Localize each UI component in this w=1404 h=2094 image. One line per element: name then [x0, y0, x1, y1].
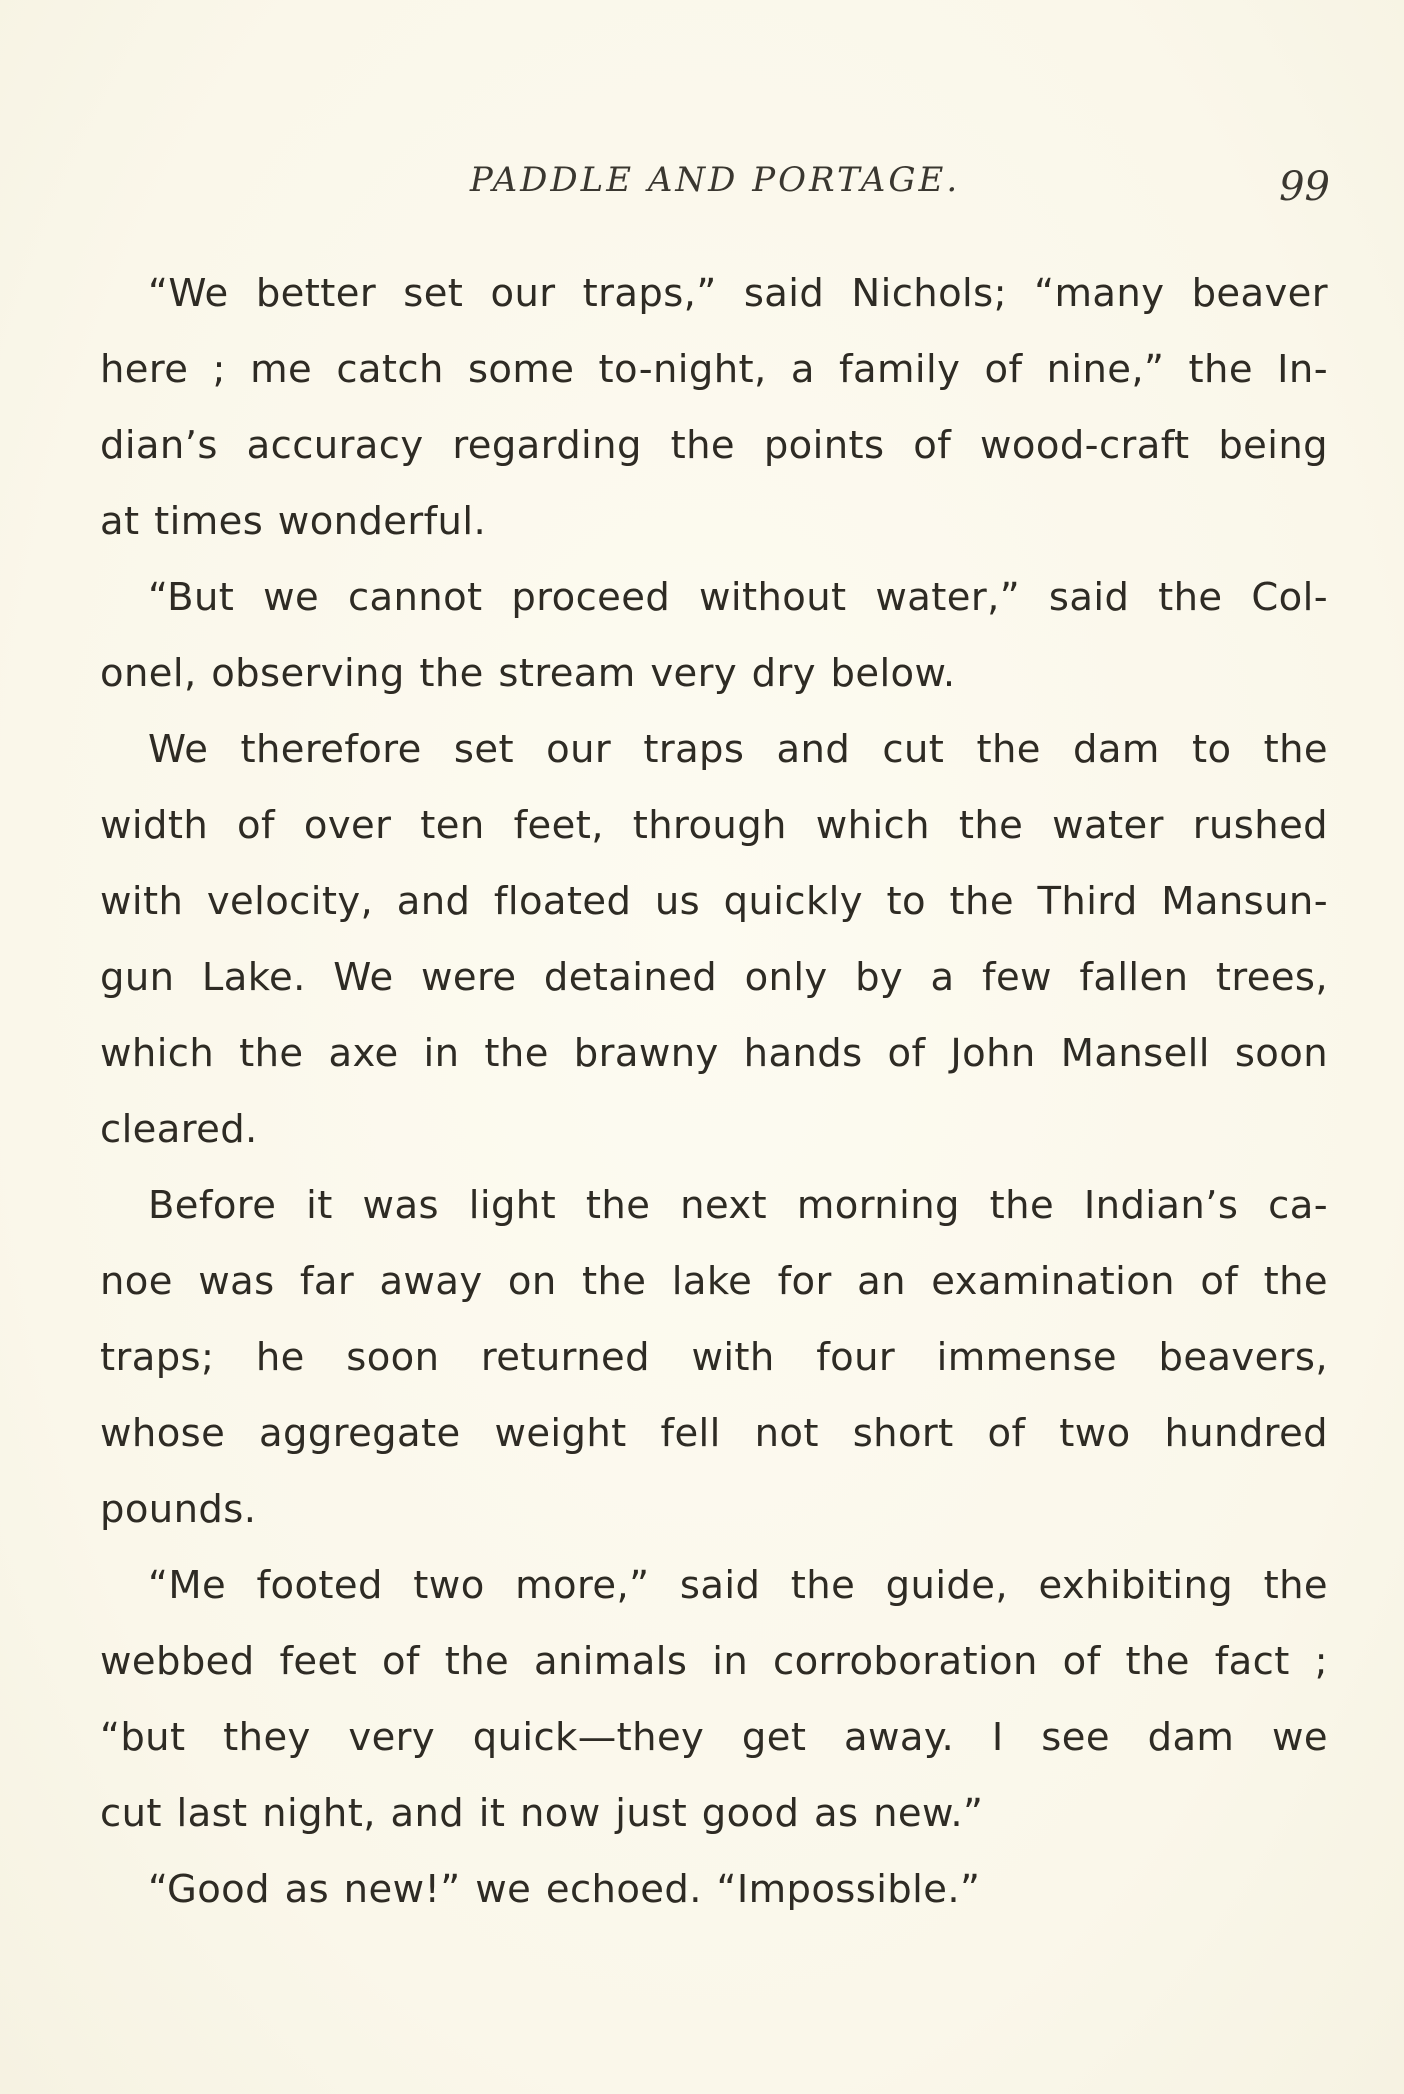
text-line: which the axe in the brawny hands of John Mansell soon	[100, 1031, 1328, 1076]
text-line: Before it was light the next morning the Indian’s ca-	[148, 1183, 1328, 1228]
text-line: with velocity, and floated us quickly to the Third Mansun-	[100, 879, 1328, 924]
text-line: webbed feet of the animals in corroboration of the fact ;	[100, 1639, 1328, 1684]
text-line: at times wonderful.	[100, 499, 487, 544]
text-line: “Me footed two more,” said the guide, exhibiting the	[148, 1563, 1328, 1608]
text-line: “but they very quick—they get away. I see dam we	[100, 1715, 1328, 1760]
text-line: “But we cannot proceed without water,” said the Col-	[148, 575, 1328, 620]
text-line: gun Lake. We were detained only by a few fallen trees,	[100, 955, 1328, 1000]
running-head	[100, 160, 1330, 216]
text-line: onel, observing the stream very dry below.	[100, 651, 956, 696]
text-line: “We better set our traps,” said Nichols; “many beaver	[148, 271, 1328, 316]
text-line: width of over ten feet, through which the water rushed	[100, 803, 1328, 848]
text-line: We therefore set our traps and cut the dam to the	[148, 727, 1328, 772]
text-line: dian’s accuracy regarding the points of wood-craft being	[100, 423, 1328, 468]
text-line: “Good as new!” we echoed. “Impossible.”	[148, 1867, 981, 1912]
body-text	[100, 256, 1328, 1928]
text-line: pounds.	[100, 1487, 257, 1532]
text-line: whose aggregate weight fell not short of two hundred	[100, 1411, 1328, 1456]
text-line: here ; me catch some to-night, a family of nine,” the In-	[100, 347, 1328, 392]
text-line: traps; he soon returned with four immense beavers,	[100, 1335, 1328, 1380]
running-head-title: PADDLE AND PORTAGE.	[469, 160, 961, 200]
text-line: noe was far away on the lake for an examination of the	[100, 1259, 1328, 1304]
text-line: cleared.	[100, 1107, 258, 1152]
page-number: 99	[1279, 164, 1330, 210]
text-line: cut last night, and it now just good as new.”	[100, 1791, 984, 1836]
